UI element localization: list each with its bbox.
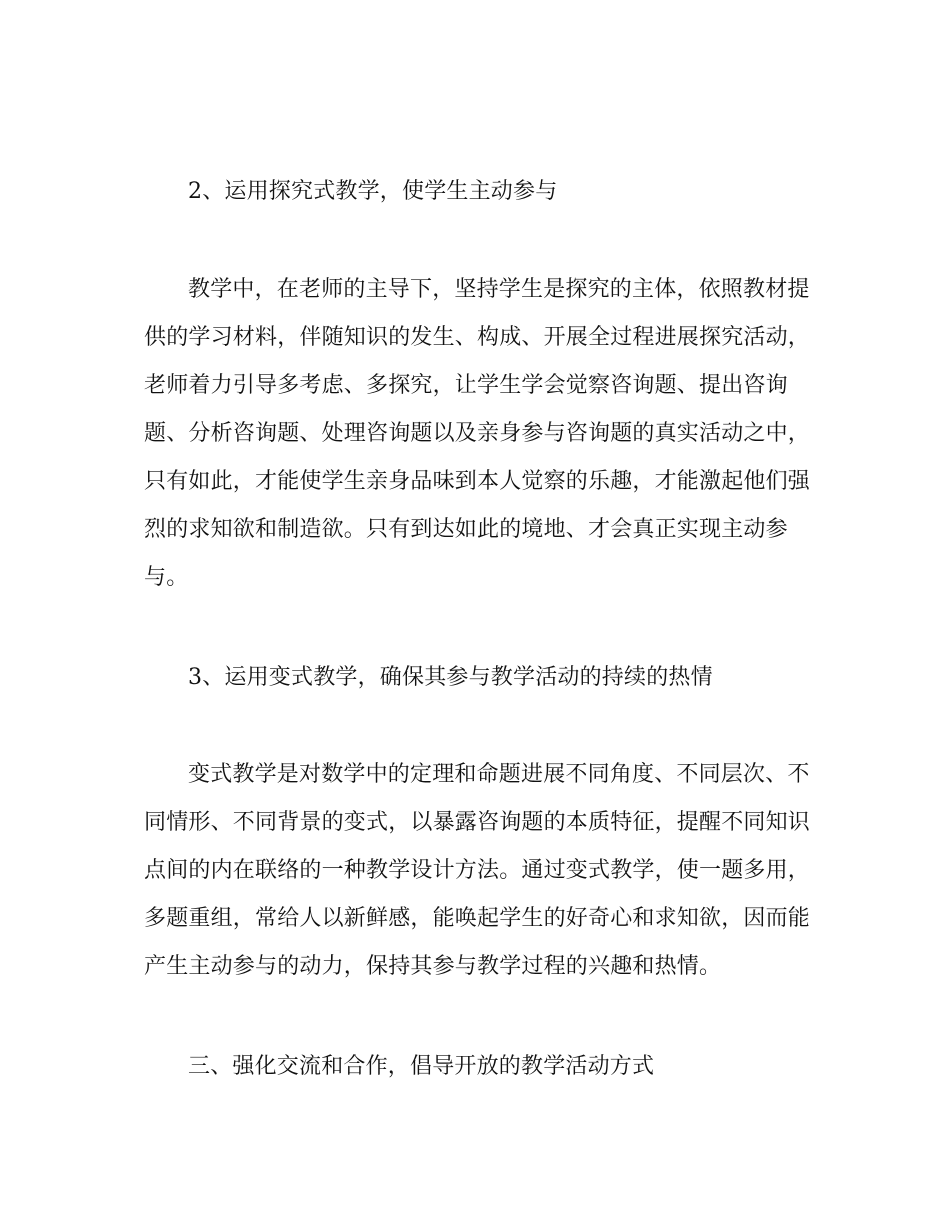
para-1-line-2: 供的学习材料，伴随知识的发生、构成、开展全过程进展探究活动， — [144, 325, 811, 350]
para-1-line-6: 烈的求知欲和制造欲。只有到达如此的境地、才会真正实现主动参 — [144, 517, 788, 542]
para-1-line-4: 题、分析咨询题、处理咨询题以及亲身参与咨询题的真实活动之中， — [144, 421, 811, 446]
para-2-line-2: 同情形、不同背景的变式，以暴露咨询题的本质特征，提醒不同知识 — [144, 810, 811, 835]
heading-2: 2、运用探究式教学，使学生主动参与 — [188, 179, 558, 204]
para-2-line-3: 点间的内在联络的一种教学设计方法。通过变式教学，使一题多用， — [144, 858, 811, 883]
para-2-line-4: 多题重组，常给人以新鲜感，能唤起学生的好奇心和求知欲，因而能 — [144, 906, 811, 931]
para-1-line-1: 教学中，在老师的主导下，坚持学生是探究的主体，依照教材提 — [188, 277, 810, 302]
para-2-line-1: 变式教学是对数学中的定理和命题进展不同角度、不同层次、不 — [188, 762, 810, 787]
para-1-line-5: 只有如此，才能使学生亲身品味到本人觉察的乐趣，才能激起他们强 — [144, 469, 811, 494]
para-1-line-3: 老师着力引导多考虑、多探究，让学生学会觉察咨询题、提出咨询 — [144, 373, 788, 398]
heading-3: 3、运用变式教学，确保其参与教学活动的持续的热情 — [188, 665, 713, 690]
section-3-heading: 三、强化交流和合作，倡导开放的教学活动方式 — [188, 1054, 655, 1079]
para-2-line-5: 产生主动参与的动力，保持其参与教学过程的兴趣和热情。 — [144, 954, 722, 979]
para-1-line-7: 与。 — [144, 565, 189, 590]
